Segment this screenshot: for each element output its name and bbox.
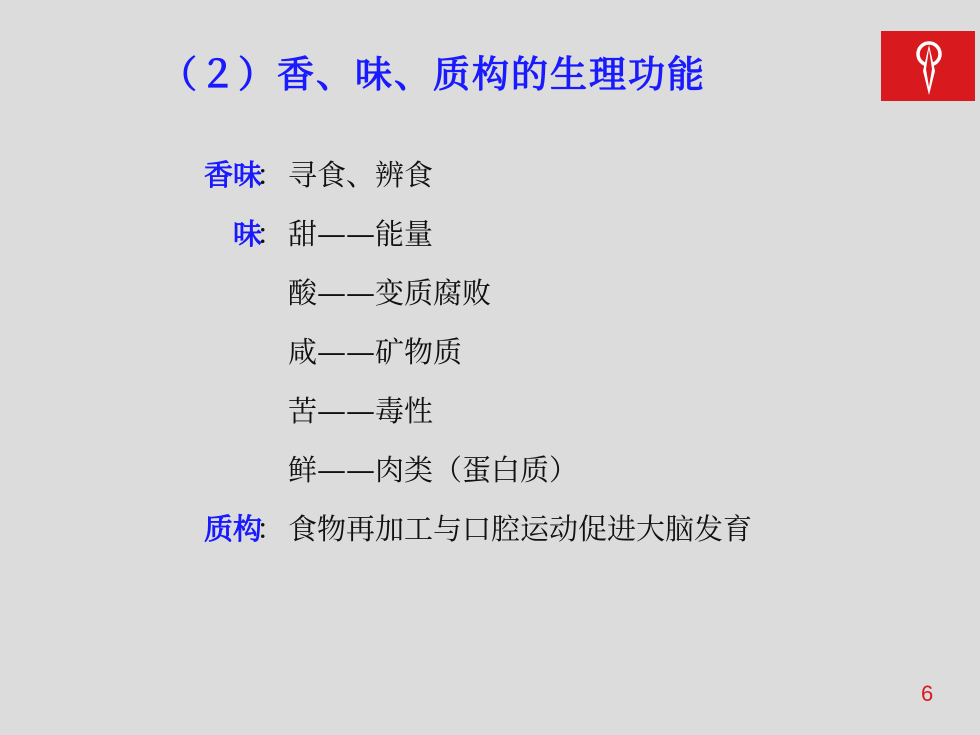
row-text: 鲜——肉类（蛋白质） [288, 453, 579, 487]
spearhead-logo-icon [881, 31, 975, 101]
row-text: 甜——能量 [288, 217, 434, 251]
row-text: 食物再加工与口腔运动促进大脑发育 [288, 512, 753, 546]
row-label: 味 [232, 217, 262, 251]
row-colon: ： [256, 217, 286, 251]
page-number: 6 [921, 681, 934, 706]
row-text: 寻食、辨食 [288, 158, 434, 192]
row-colon: ： [256, 512, 286, 546]
row-text: 酸——变质腐败 [288, 276, 492, 310]
row-label: 质构 [203, 512, 262, 546]
row-text: 咸——矿物质 [288, 335, 463, 369]
logo [881, 31, 975, 101]
row-text: 苦——毒性 [288, 394, 434, 428]
slide-title: （２）香、味、质构的生理功能 [160, 52, 706, 96]
row-label: 香味 [203, 158, 262, 192]
row-colon: ： [256, 158, 286, 192]
